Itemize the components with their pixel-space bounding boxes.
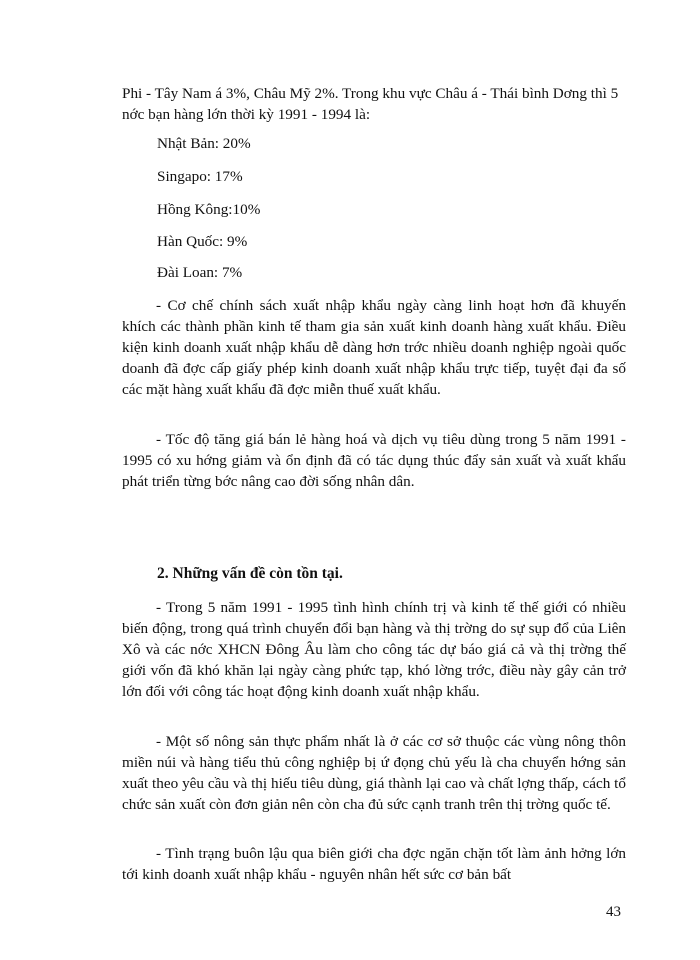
paragraph-export-policy: - Cơ chế chính sách xuất nhập khẩu ngày càng linh hoạt hơn đã khuyến khích các thành phần kinh tế tham gia sản xuất kinh doanh hàng xuất khẩu. Điều kiện kinh doanh xuất nhập khẩu dễ dàng hơn trớc nhiều doanh nghiệp ngoài quốc doanh đã đợc cấp giấy phép kinh doanh xuất nhập khẩu trực tiếp, tuyệt đại đa số các mặt hàng xuất khẩu đã đợc miễn thuế xuất khẩu. [122,297,626,398]
partner-item-japan: Nhật Bản: 20% [157,135,251,152]
intro-paragraph: Phi - Tây Nam á 3%, Châu Mỹ 2%. Trong khu vực Châu á - Thái bình Dơng thì 5 nớc bạn hàng lớn thời kỳ 1991 - 1994 là: [122,85,619,123]
paragraph-smuggling: - Tình trạng buôn lậu qua biên giới cha đợc ngăn chặn tốt làm ảnh hởng lớn tới kinh doanh xuất nhập khẩu - nguyên nhân hết sức cơ bản bất [122,845,626,883]
partner-item-singapore: Singapo: 17% [157,168,243,185]
partner-item-taiwan: Đài Loan: 7% [157,264,243,281]
partner-item-hong-kong: Hồng Kông:10% [157,201,261,218]
section-heading: 2. Những vấn đề còn tồn tại. [157,565,343,582]
page-number: 43 [606,904,621,920]
paragraph-retail-prices: - Tốc độ tăng giá bán lẻ hàng hoá và dịch vụ tiêu dùng trong 5 năm 1991 - 1995 có xu hớng giảm và ổn định đã có tác dụng thúc đẩy sản xuất và xuất khẩu phát triển từng bớc nâng cao đời sống nhân dân. [122,431,626,490]
partner-item-korea: Hàn Quốc: 9% [157,233,248,250]
paragraph-agricultural-products: - Một số nông sản thực phẩm nhất là ở các cơ sở thuộc các vùng nông thôn miền núi và hàng tiểu thủ công nghiệp bị ứ đọng chủ yếu là cha chuyển hớng sản xuất theo yêu cầu và thị hiếu tiêu dùng, giá thành lại cao và chất lợng thấp, cách tổ chức sản xuất còn đơn giản nên còn cha đủ sức cạnh tranh trên thị trờng quốc tế. [122,733,626,813]
paragraph-world-situation: - Trong 5 năm 1991 - 1995 tình hình chính trị và kinh tế thế giới có nhiều biến động, trong quá trình chuyển đổi bạn hàng và thị trờng do sự sụp đổ của Liên Xô và các nớc XHCN Đông Âu làm cho công tác dự báo giá cả và thị trờng thế giới vốn đã khó khăn lại ngày càng phức tạp, khó lờng trớc, điều này gây cản trở lớn đối với công tác hoạt động kinh doanh xuất nhập khẩu. [122,599,626,700]
